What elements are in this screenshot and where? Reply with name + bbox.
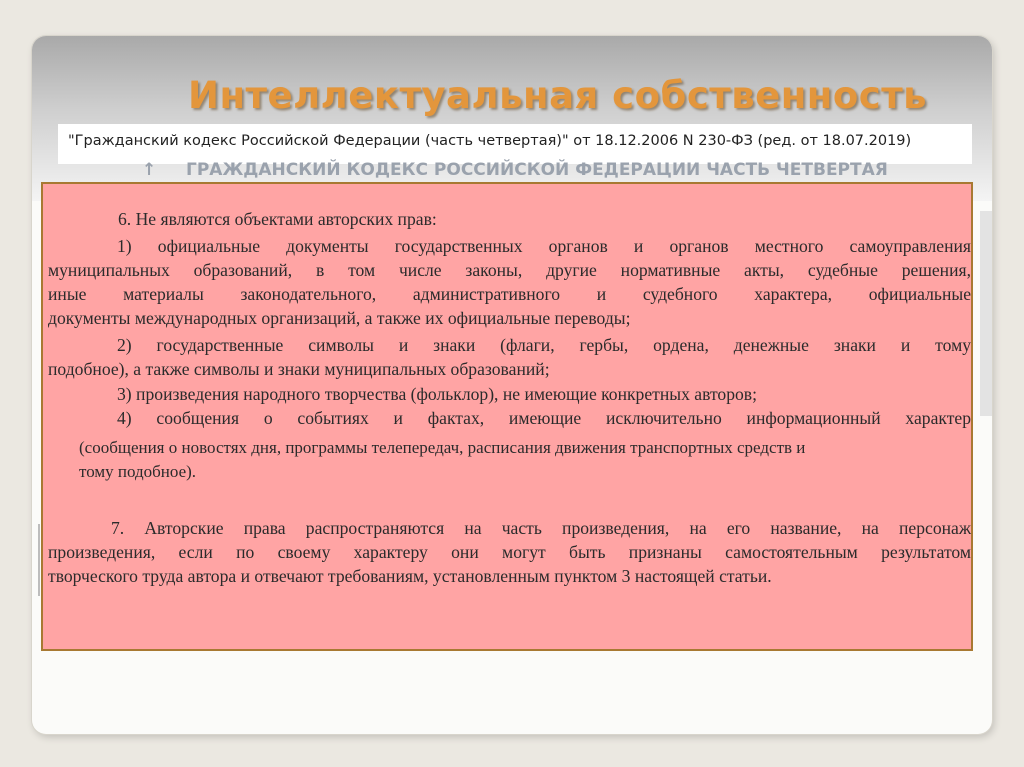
p6-item2-line1: 2) государственные символы и знаки (флаги, гербы, ордена, денежные знаки и тому xyxy=(117,335,971,355)
code-heading-text: ГРАЖДАНСКИЙ КОДЕКС РОССИЙСКОЙ ФЕДЕРАЦИИ ЧАСТЬ ЧЕТВЕРТАЯ xyxy=(186,160,888,180)
arrow-up-icon[interactable]: ↑ xyxy=(142,160,157,180)
p7-line3: творческого труда автора и отвечают требованиям, установленным пунктом 3 настоящей статьи. xyxy=(48,566,772,586)
p6-item1-line2: муниципальных образований, в том числе законы, другие нормативные акты, судебные решения, xyxy=(48,260,971,280)
p6-item4-line1: 4) сообщения о событиях и фактах, имеющие исключительно информационный характер xyxy=(117,408,971,428)
highlight-box xyxy=(41,182,973,651)
p6-item1-line1: 1) официальные документы государственных органов и органов местного самоуправления xyxy=(117,236,971,256)
document-header-text: "Гражданский кодекс Российской Федерации (часть четвертая)" от 18.12.2006 N 230-ФЗ (ред. от 18.07.2019) xyxy=(68,133,912,149)
p7-line2: произведения, если по своему характеру они могут быть признаны самостоятельным результатом xyxy=(48,542,971,562)
code-heading[interactable] xyxy=(142,160,942,180)
p6-item2-line2: подобное), а также символы и знаки муниципальных образований; xyxy=(48,359,550,379)
p7-line1: 7. Авторские права распространяются на часть произведения, на его название, на персонаж xyxy=(111,518,971,538)
p6-item3: 3) произведения народного творчества (фольклор), не имеющие конкретных авторов; xyxy=(117,384,758,404)
p6-item4-line2: (сообщения о новостях дня, программы телепередач, расписания движения транспортных средств и xyxy=(79,438,806,457)
slide-title: Интеллектуальная собственность xyxy=(188,74,928,117)
document-header-strip xyxy=(58,124,972,164)
p6-item4-line3: тому подобное). xyxy=(79,462,197,481)
p6-item1-line3: иные материалы законодательного, административного и судебного характера, официальные xyxy=(48,284,971,304)
p6-title: 6. Не являются объектами авторских прав: xyxy=(118,209,437,229)
right-edge-accent xyxy=(980,211,992,416)
p6-item1-line4: документы международных организаций, а также их официальные переводы; xyxy=(48,308,631,328)
